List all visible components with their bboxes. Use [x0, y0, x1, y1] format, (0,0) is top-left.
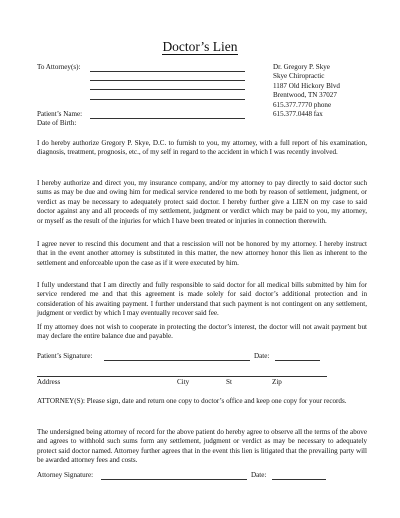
city-label: City	[177, 378, 190, 386]
patient-date-line[interactable]	[275, 360, 320, 361]
payment-lien-paragraph: I hereby authorize and direct you, my insurance company, and/or my attorney to pay directly to said doctor such sums as may be due and owing him for medical service rendered to me both by reason of settlement, judgment, or verdict as may be necessary to adequately protect said doctor. I hereby further give a LIEN on my case to said doctor against any and all proceeds of my settlement, judgment or verdict which may be paid to you, my attorney, or myself as the result of the injuries for which I have been treated or injuries in connection therewith.	[37, 179, 367, 225]
authorization-paragraph: I do hereby authorize Gregory P. Skye, D.C. to furnish to you, my attorney, with a full report of his examination, diagnosis, treatment, prognosis, etc., of my self in regard to the accident in which I was recently involved.	[37, 139, 367, 157]
patient-signature-label: Patient’s Signature:	[37, 352, 93, 360]
patient-signature-line[interactable]	[104, 360, 250, 361]
address-line: Brentwood, TN 37027	[273, 91, 337, 100]
attorney-line-2[interactable]	[90, 80, 245, 81]
state-label: St	[226, 378, 232, 386]
attorney-date-line[interactable]	[272, 479, 326, 480]
zip-label: Zip	[272, 378, 282, 386]
attorney-date-label: Date:	[251, 471, 267, 479]
doctor-address-block	[273, 63, 340, 119]
attorney-agreement-paragraph: The undersigned being attorney of record for the above patient do hereby agree to observe all the terms of the above and agrees to withhold such sums form any settlement, judgment or verdict as may be necessary to adequately protect said doctor named. Attorney further agrees that in the event this lien is litigated that the prevailing party will be awarded attorney fees and costs.	[37, 428, 367, 465]
attorney-line-1[interactable]	[90, 71, 245, 72]
address-line: 615.377.7770 phone	[273, 100, 332, 109]
attorney-line-4[interactable]	[90, 99, 245, 100]
cooperation-paragraph: If my attorney does not wish to cooperate in protecting the doctor’s interest, the doctor will not await payment but may declare the entire balance due and payable.	[37, 323, 367, 341]
attorney-line-3[interactable]	[90, 89, 245, 90]
address-line: Dr. Gregory P. Skye	[273, 63, 330, 71]
patient-date-label: Date:	[254, 352, 270, 360]
attorney-signature-line[interactable]	[101, 479, 247, 480]
address-line: 615.377.0448 fax	[273, 109, 323, 118]
address-label: Address	[37, 378, 61, 386]
attorneys-instruction: ATTORNEY(S): Please sign, date and return one copy to doctor’s office and keep one copy for your records.	[37, 397, 347, 405]
address-line: Skye Chiropractic	[273, 72, 325, 81]
dob-label: Date of Birth:	[37, 119, 77, 127]
address-line: 1187 Old Hickory Blvd	[273, 81, 340, 90]
attorney-signature-label: Attorney Signature:	[37, 471, 94, 479]
to-attorneys-label: To Attorney(s):	[37, 63, 81, 71]
document-title: Doctor’s Lien	[162, 39, 238, 54]
patients-name-line[interactable]	[90, 118, 245, 119]
rescind-paragraph: I agree never to rescind this document and that a rescission will not be honored by my attorney. I hereby instruct that in the event another attorney is substituted in this matter, the new attorney honor this lien as inherent to the settlement and enforceable upon the case as if it were executed by him.	[37, 240, 367, 267]
address-fill-line[interactable]	[37, 376, 327, 377]
responsibility-paragraph: I fully understand that I am directly and fully responsible to said doctor for all medical bills submitted by him for service rendered me and that this agreement is made solely for said doctor’s additional protection and in consideration of his awaiting payment. I further understand that such payment is not contingent on any settlement, judgment or verdict by which I may eventually recover said fee.	[37, 281, 367, 318]
patients-name-label: Patient’s Name:	[37, 110, 83, 118]
